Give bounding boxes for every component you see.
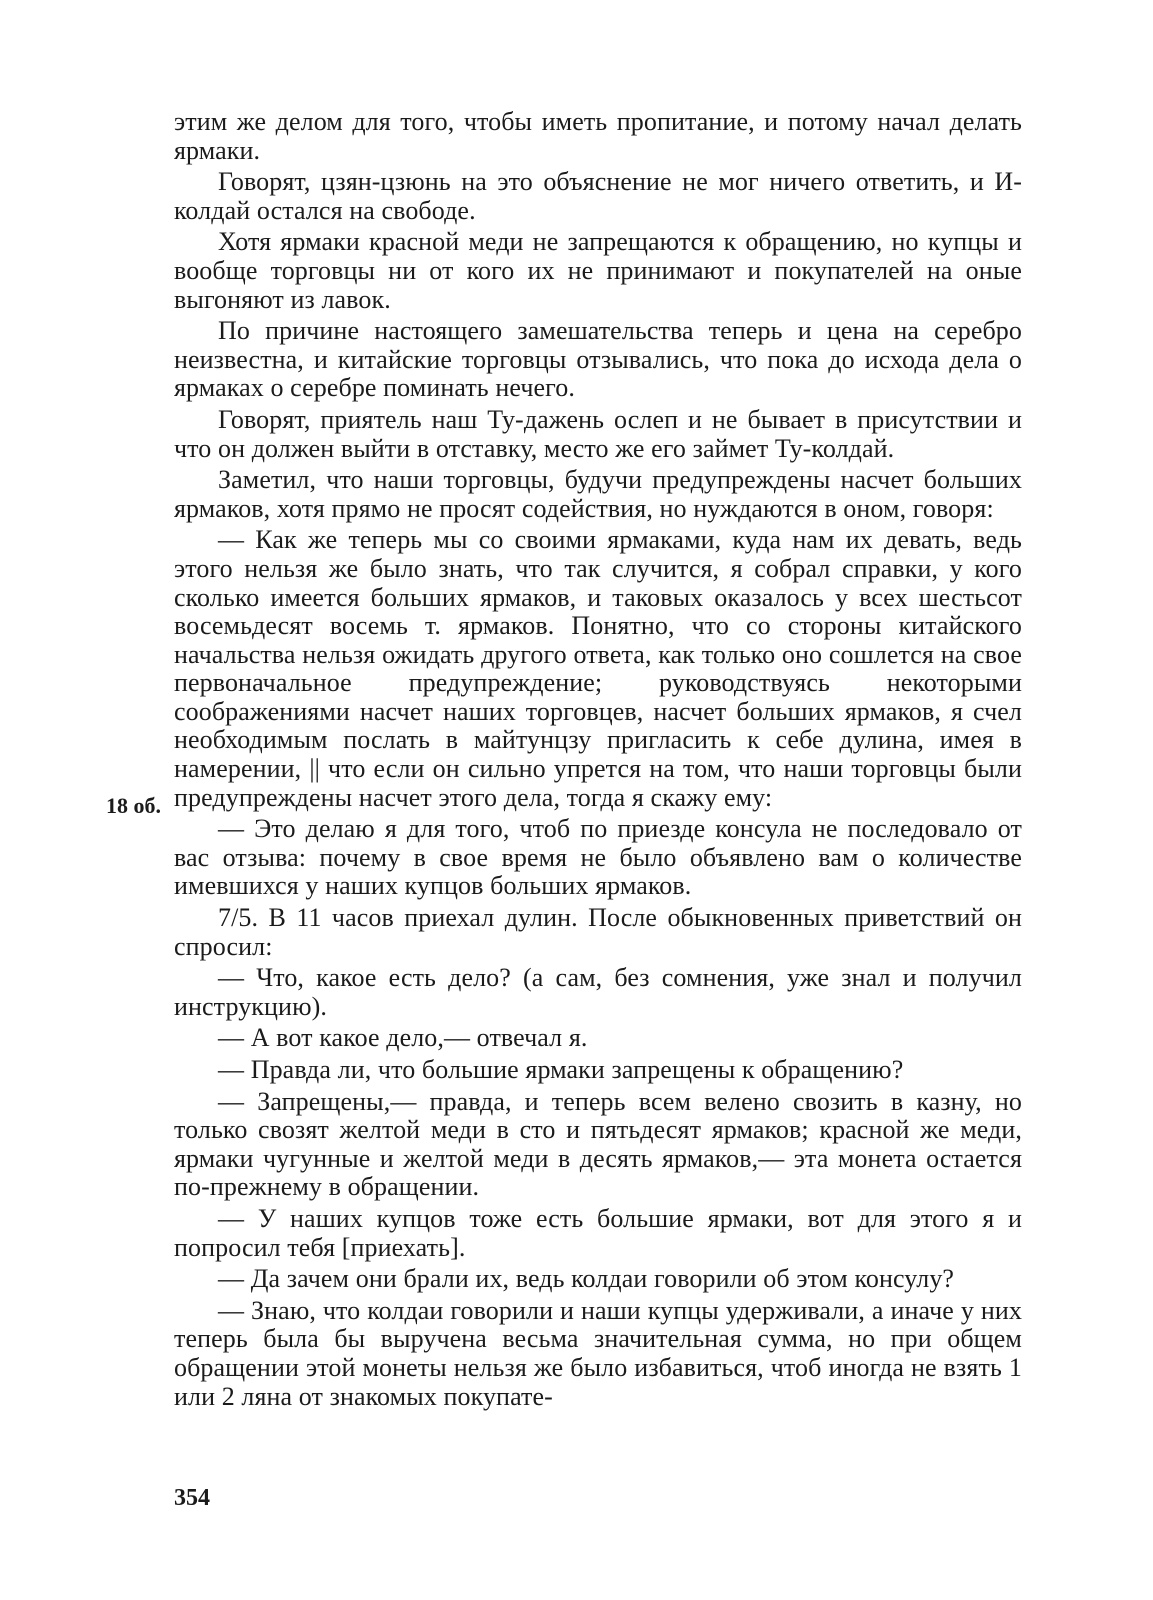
paragraph: Хотя ярмаки красной меди не запрещаются к обращению, но купцы и вообще торговцы ни от кого их не принимают и покупателей на оные выгоняют из лавок. xyxy=(174,227,1022,314)
paragraph: — Знаю, что колдаи говорили и наши купцы удерживали, а иначе у них теперь была бы выручена весьма значительная сумма, но при общем обращении этой монеты нельзя же было избавиться, чтоб иногда не взять 1 или 2 ляна от знакомых покупате- xyxy=(174,1295,1022,1411)
paragraph: — Запрещены,— правда, и теперь всем велено свозить в казну, но только свозят желтой меди в сто и пятьдесят ярмаков; красной же меди, ярмаки чугунные и желтой меди в десять ярмаков,— эта монета остается по-прежнему в обращении. xyxy=(174,1086,1022,1202)
paragraph: — Как же теперь мы со своими ярмаками, куда нам их девать, ведь этого нельзя же было знать, что так случится, я собрал справки, у кого сколько имеется больших ярмаков, и таковых оказалось у всех шестьсот восемьдесят восемь т. ярмаков. Понятно, что со стороны китайского начальства нельзя ожидать другого ответа, как только оно сошлется на свое первоначальное предупреждение; руководствуясь некоторыми соображениями насчет наших торговцев, насчет больших ярмаков, я счел необходимым послать в майтунцзу пригласить к себе дулина, имея в намерении, || что если он сильно упрется на том, что наши торговцы были предупреждены насчет этого дела, тогда я скажу ему: xyxy=(174,525,1022,812)
page-number: 354 xyxy=(174,1485,210,1511)
paragraph: — У наших купцов тоже есть большие ярмаки, вот для этого я и попросил тебя [приехать]. xyxy=(174,1203,1022,1262)
paragraph: — Правда ли, что большие ярмаки запрещены к обращению? xyxy=(218,1055,904,1084)
paragraph: По причине настоящего замешательства теперь и цена на серебро неизвестна, и китайские торговцы отзывались, что пока до исхода дела о ярмаках о серебре поминать нечего. xyxy=(174,316,1022,403)
paragraph: Говорят, приятель наш Ту-дажень ослеп и не бывает в присутствии и что он должен выйти в отставку, место же его займет Ту-колдай. xyxy=(174,404,1022,463)
folio-margin-note: 18 об. xyxy=(106,793,161,818)
paragraph: — Да зачем они брали их, ведь колдаи говорили об этом консулу? xyxy=(218,1264,955,1294)
paragraph: этим же делом для того, чтобы иметь пропитание, и потому начал делать ярмаки. xyxy=(174,107,1022,165)
paragraph: Говорят, цзян-цзюнь на это объяснение не мог ничего ответить, и И-колдай остался на свободе. xyxy=(174,167,1022,225)
paragraph: 7/5. В 11 часов приехал дулин. После обыкновенных приветствий он спросил: xyxy=(174,903,1022,961)
paragraph: Заметил, что наши торговцы, будучи предупреждены насчет больших ярмаков, хотя прямо не просят содействия, но нуждаются в оном, говоря: xyxy=(174,465,1022,523)
body-text xyxy=(174,108,1022,1411)
paragraph: — А вот какое дело,— отвечал я. xyxy=(218,1023,588,1053)
paragraph: — Это делаю я для того, чтоб по приезде консула не последовало от вас отзыва: почему в свое время не было объявлено вам о количестве имевшихся у наших купцов больших ярмаков. xyxy=(174,814,1022,901)
paragraph: — Что, какое есть дело? (а сам, без сомнения, уже знал и получил инструкцию). xyxy=(174,963,1022,1021)
